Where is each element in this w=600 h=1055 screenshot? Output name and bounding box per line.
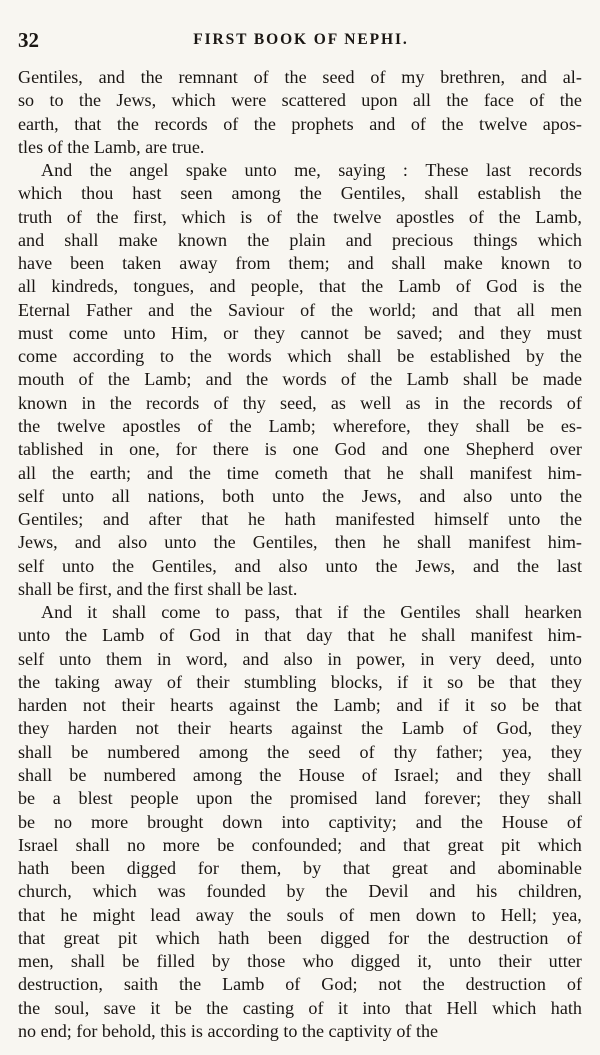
text-line: that he might lead away the souls of men down to Hell; yea, [18,904,582,925]
text-line: the taking away of their stumbling blocks, if it so be that they [18,671,582,692]
text-line: which thou hast seen among the Gentiles, shall establish the [18,183,582,204]
body-text-block [18,66,582,1043]
text-line: shall be first, and the first shall be last. [18,578,298,599]
text-line: all the earth; and the time cometh that he shall manifest him- [18,462,582,483]
text-line: they harden not their hearts against the Lamb of God, they [18,718,582,739]
text-line: be no more brought down into captivity; and the House of [18,811,582,832]
text-line: tablished in one, for there is one God and one Shepherd over [18,439,582,460]
text-line: church, which was founded by the Devil and his children, [18,881,582,902]
text-line: tles of the Lamb, are true. [18,136,205,157]
text-line: And it shall come to pass, that if the Gentiles shall hearken [41,602,582,623]
text-line: unto the Lamb of God in that day that he shall manifest him- [18,625,582,646]
text-line: self unto the Gentiles, and also unto the Jews, and the last [18,555,582,576]
running-head-title: FIRST BOOK OF NEPHI. [193,31,409,48]
text-line: self unto them in word, and also in power, in very deed, unto [18,648,582,669]
text-line: be a blest people upon the promised land forever; they shall [18,788,582,809]
page-number: 32 [18,28,39,52]
text-line: Jews, and also unto the Gentiles, then he shall manifest him- [18,532,582,553]
text-line: Gentiles; and after that he hath manifested himself unto the [18,509,582,530]
text-line: harden not their hearts against the Lamb; and if it so be that [18,695,582,716]
paragraph [18,159,582,601]
text-line: shall be numbered among the seed of thy father; yea, they [18,741,582,762]
text-line: mouth of the Lamb; and the words of the Lamb shall be made [18,369,582,390]
text-line: self unto all nations, both unto the Jews, and also unto the [18,485,582,506]
text-line: Eternal Father and the Saviour of the world; and that all men [18,299,582,320]
text-line: come according to the words which shall be established by the [18,346,582,367]
text-line: that great pit which hath been digged for the destruction of [18,927,582,948]
text-line: earth, that the records of the prophets and of the twelve apos- [18,113,582,134]
text-line: men, shall be filled by those who digged it, unto their utter [18,951,582,972]
text-line: no end; for behold, this is according to the captivity of the [18,1020,439,1041]
text-line: And the angel spake unto me, saying : These last records [41,160,582,181]
paragraph [18,601,582,1043]
text-line: the twelve apostles of the Lamb; wherefore, they shall be es- [18,415,582,436]
text-line: have been taken away from them; and shall make known to [18,253,582,274]
text-line: Gentiles, and the remnant of the seed of my brethren, and al- [18,67,582,87]
text-line: shall be numbered among the House of Israel; and they shall [18,764,582,785]
text-line: must come unto Him, or they cannot be saved; and they must [18,322,582,343]
running-head [18,28,582,52]
text-line: destruction, saith the Lamb of God; not the destruction of [18,974,582,995]
text-line: the soul, save it be the casting of it into that Hell which hath [18,997,582,1018]
paragraph [18,66,582,159]
text-line: all kindreds, tongues, and people, that the Lamb of God is the [18,276,582,297]
text-line: so to the Jews, which were scattered upon all the face of the [18,90,582,111]
text-line: and shall make known the plain and precious things which [18,229,582,250]
text-line: Israel shall no more be confounded; and that great pit which [18,834,582,855]
text-line: known in the records of thy seed, as well as in the records of [18,392,582,413]
text-line: truth of the first, which is of the twelve apostles of the Lamb, [18,206,582,227]
text-line: hath been digged for them, by that great and abominable [18,858,582,879]
